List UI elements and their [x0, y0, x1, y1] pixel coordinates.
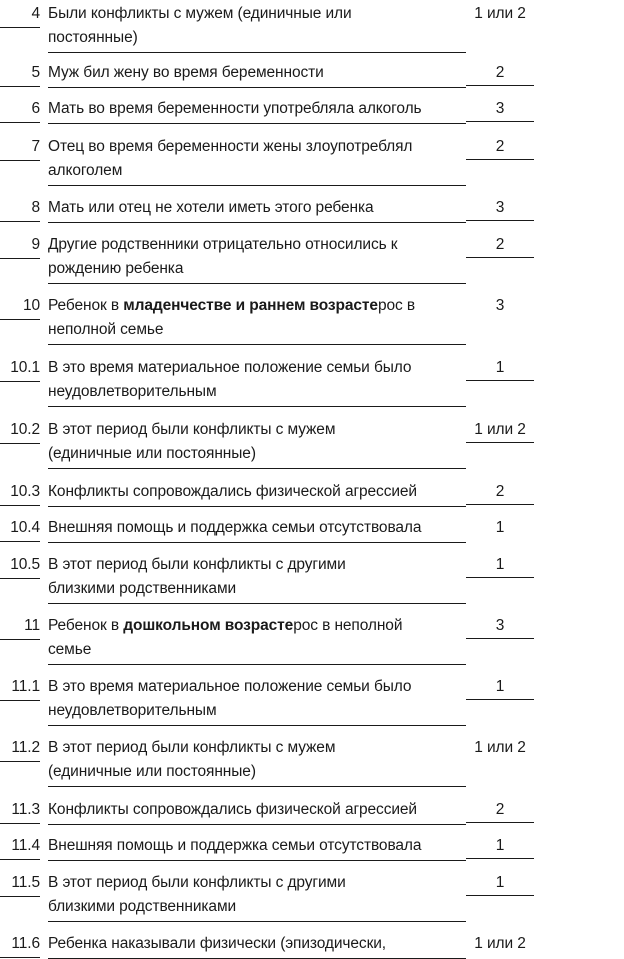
item-score: 1 [495, 519, 505, 536]
item-text-part: Ребенок в [48, 617, 124, 634]
item-text-line: В этот период были конфликты с мужем [48, 421, 336, 438]
item-text [48, 675, 466, 726]
item-number: 11.1 [0, 675, 40, 701]
item-text-line: Ребенка наказывали физически (эпизодически, [48, 935, 387, 952]
item-text-line: неудовлетворительным [48, 702, 217, 719]
item-number: 11.4 [0, 834, 40, 860]
item-number: 4 [0, 2, 40, 28]
item-number: 7 [0, 135, 40, 161]
item-text [48, 798, 466, 825]
item-text-line: В это время материальное положение семьи было [48, 678, 412, 695]
item-text [48, 553, 466, 604]
item-text-part: Ребенок в [48, 297, 124, 314]
item-text [48, 834, 466, 861]
item-text-part: рос в неполной [293, 617, 403, 634]
item-text [48, 614, 466, 665]
item-text [48, 736, 466, 787]
item-text [48, 135, 466, 186]
item-score: 1 [466, 834, 534, 859]
item-score: 1 [466, 356, 534, 381]
item-score: 1 или 2 [474, 5, 526, 22]
item-text [48, 480, 466, 507]
item-text-line: близкими родственниками [48, 580, 237, 597]
item-number: 6 [0, 97, 40, 123]
item-text-line: В это время материальное положение семьи было [48, 359, 412, 376]
item-text-line: семье [48, 641, 92, 658]
item-number: 11 [0, 614, 40, 640]
item-text-line: Были конфликты с мужем (единичные или [48, 5, 352, 22]
item-text-line: Внешняя помощь и поддержка семьи отсутствовала [48, 519, 422, 536]
item-score: 3 [466, 97, 534, 122]
item-number: 10.1 [0, 356, 40, 382]
item-score: 1 или 2 [474, 935, 526, 952]
item-text [48, 356, 466, 407]
item-score: 2 [466, 61, 534, 86]
item-text-line: Муж бил жену во время беременности [48, 64, 324, 81]
item-number: 10.4 [0, 516, 40, 542]
item-text-line: В этот период были конфликты с мужем [48, 739, 336, 756]
item-text-line: Отец во время беременности жены злоупотреблял [48, 138, 413, 155]
item-text-line: постоянные) [48, 29, 138, 46]
item-score: 3 [466, 196, 534, 221]
item-text-line: алкоголем [48, 162, 123, 179]
item-score: 3 [466, 614, 534, 639]
item-text [48, 871, 466, 922]
emphasized-age-period: дошкольном возрасте [123, 617, 294, 634]
item-text-line [48, 614, 466, 638]
item-text [48, 516, 466, 543]
item-text-line: В этот период были конфликты с другими [48, 874, 346, 891]
item-text-line: Мать или отец не хотели иметь этого ребенка [48, 199, 374, 216]
item-text-line: Конфликты сопровождались физической агрессией [48, 801, 417, 818]
item-score: 1 или 2 [466, 418, 534, 443]
item-text-line: Конфликты сопровождались физической агрессией [48, 483, 417, 500]
item-score: 1 или 2 [474, 739, 526, 756]
item-text-line: близкими родственниками [48, 898, 237, 915]
item-text [48, 97, 466, 124]
item-score: 1 [466, 553, 534, 578]
item-text-line: неполной семье [48, 321, 164, 338]
item-text-line [48, 294, 466, 318]
item-number: 11.2 [0, 736, 40, 762]
item-number: 11.3 [0, 798, 40, 824]
item-number: 8 [0, 196, 40, 222]
item-score: 2 [466, 233, 534, 258]
item-score: 2 [466, 480, 534, 505]
item-text-line: неудовлетворительным [48, 383, 217, 400]
item-text [48, 196, 466, 223]
item-text [48, 418, 466, 469]
item-score: 1 [466, 871, 534, 896]
item-text-line: рождению ребенка [48, 260, 184, 277]
item-number: 10.5 [0, 553, 40, 579]
item-number: 10 [0, 294, 40, 320]
item-number: 9 [0, 233, 40, 259]
item-number: 11.5 [0, 871, 40, 897]
item-text-line: В этот период были конфликты с другими [48, 556, 346, 573]
item-score: 3 [495, 297, 505, 314]
item-text-line: Мать во время беременности употребляла алкоголь [48, 100, 422, 117]
item-text-line: Внешняя помощь и поддержка семьи отсутствовала [48, 837, 422, 854]
item-text [48, 233, 466, 284]
item-number: 11.6 [0, 932, 40, 958]
item-score: 1 [466, 675, 534, 700]
item-text-part: рос в [377, 297, 415, 314]
item-score: 2 [466, 798, 534, 823]
item-score: 2 [466, 135, 534, 160]
emphasized-age-period: младенчестве и раннем возрасте [123, 297, 378, 314]
item-text-line: Другие родственники отрицательно относились к [48, 236, 398, 253]
item-text [48, 2, 466, 53]
item-text [48, 61, 466, 88]
item-number: 10.3 [0, 480, 40, 506]
item-text-line: (единичные или постоянные) [48, 763, 256, 780]
item-text [48, 294, 466, 345]
item-text [48, 932, 466, 959]
item-number: 10.2 [0, 418, 40, 444]
item-text-line: (единичные или постоянные) [48, 445, 256, 462]
item-number: 5 [0, 61, 40, 87]
